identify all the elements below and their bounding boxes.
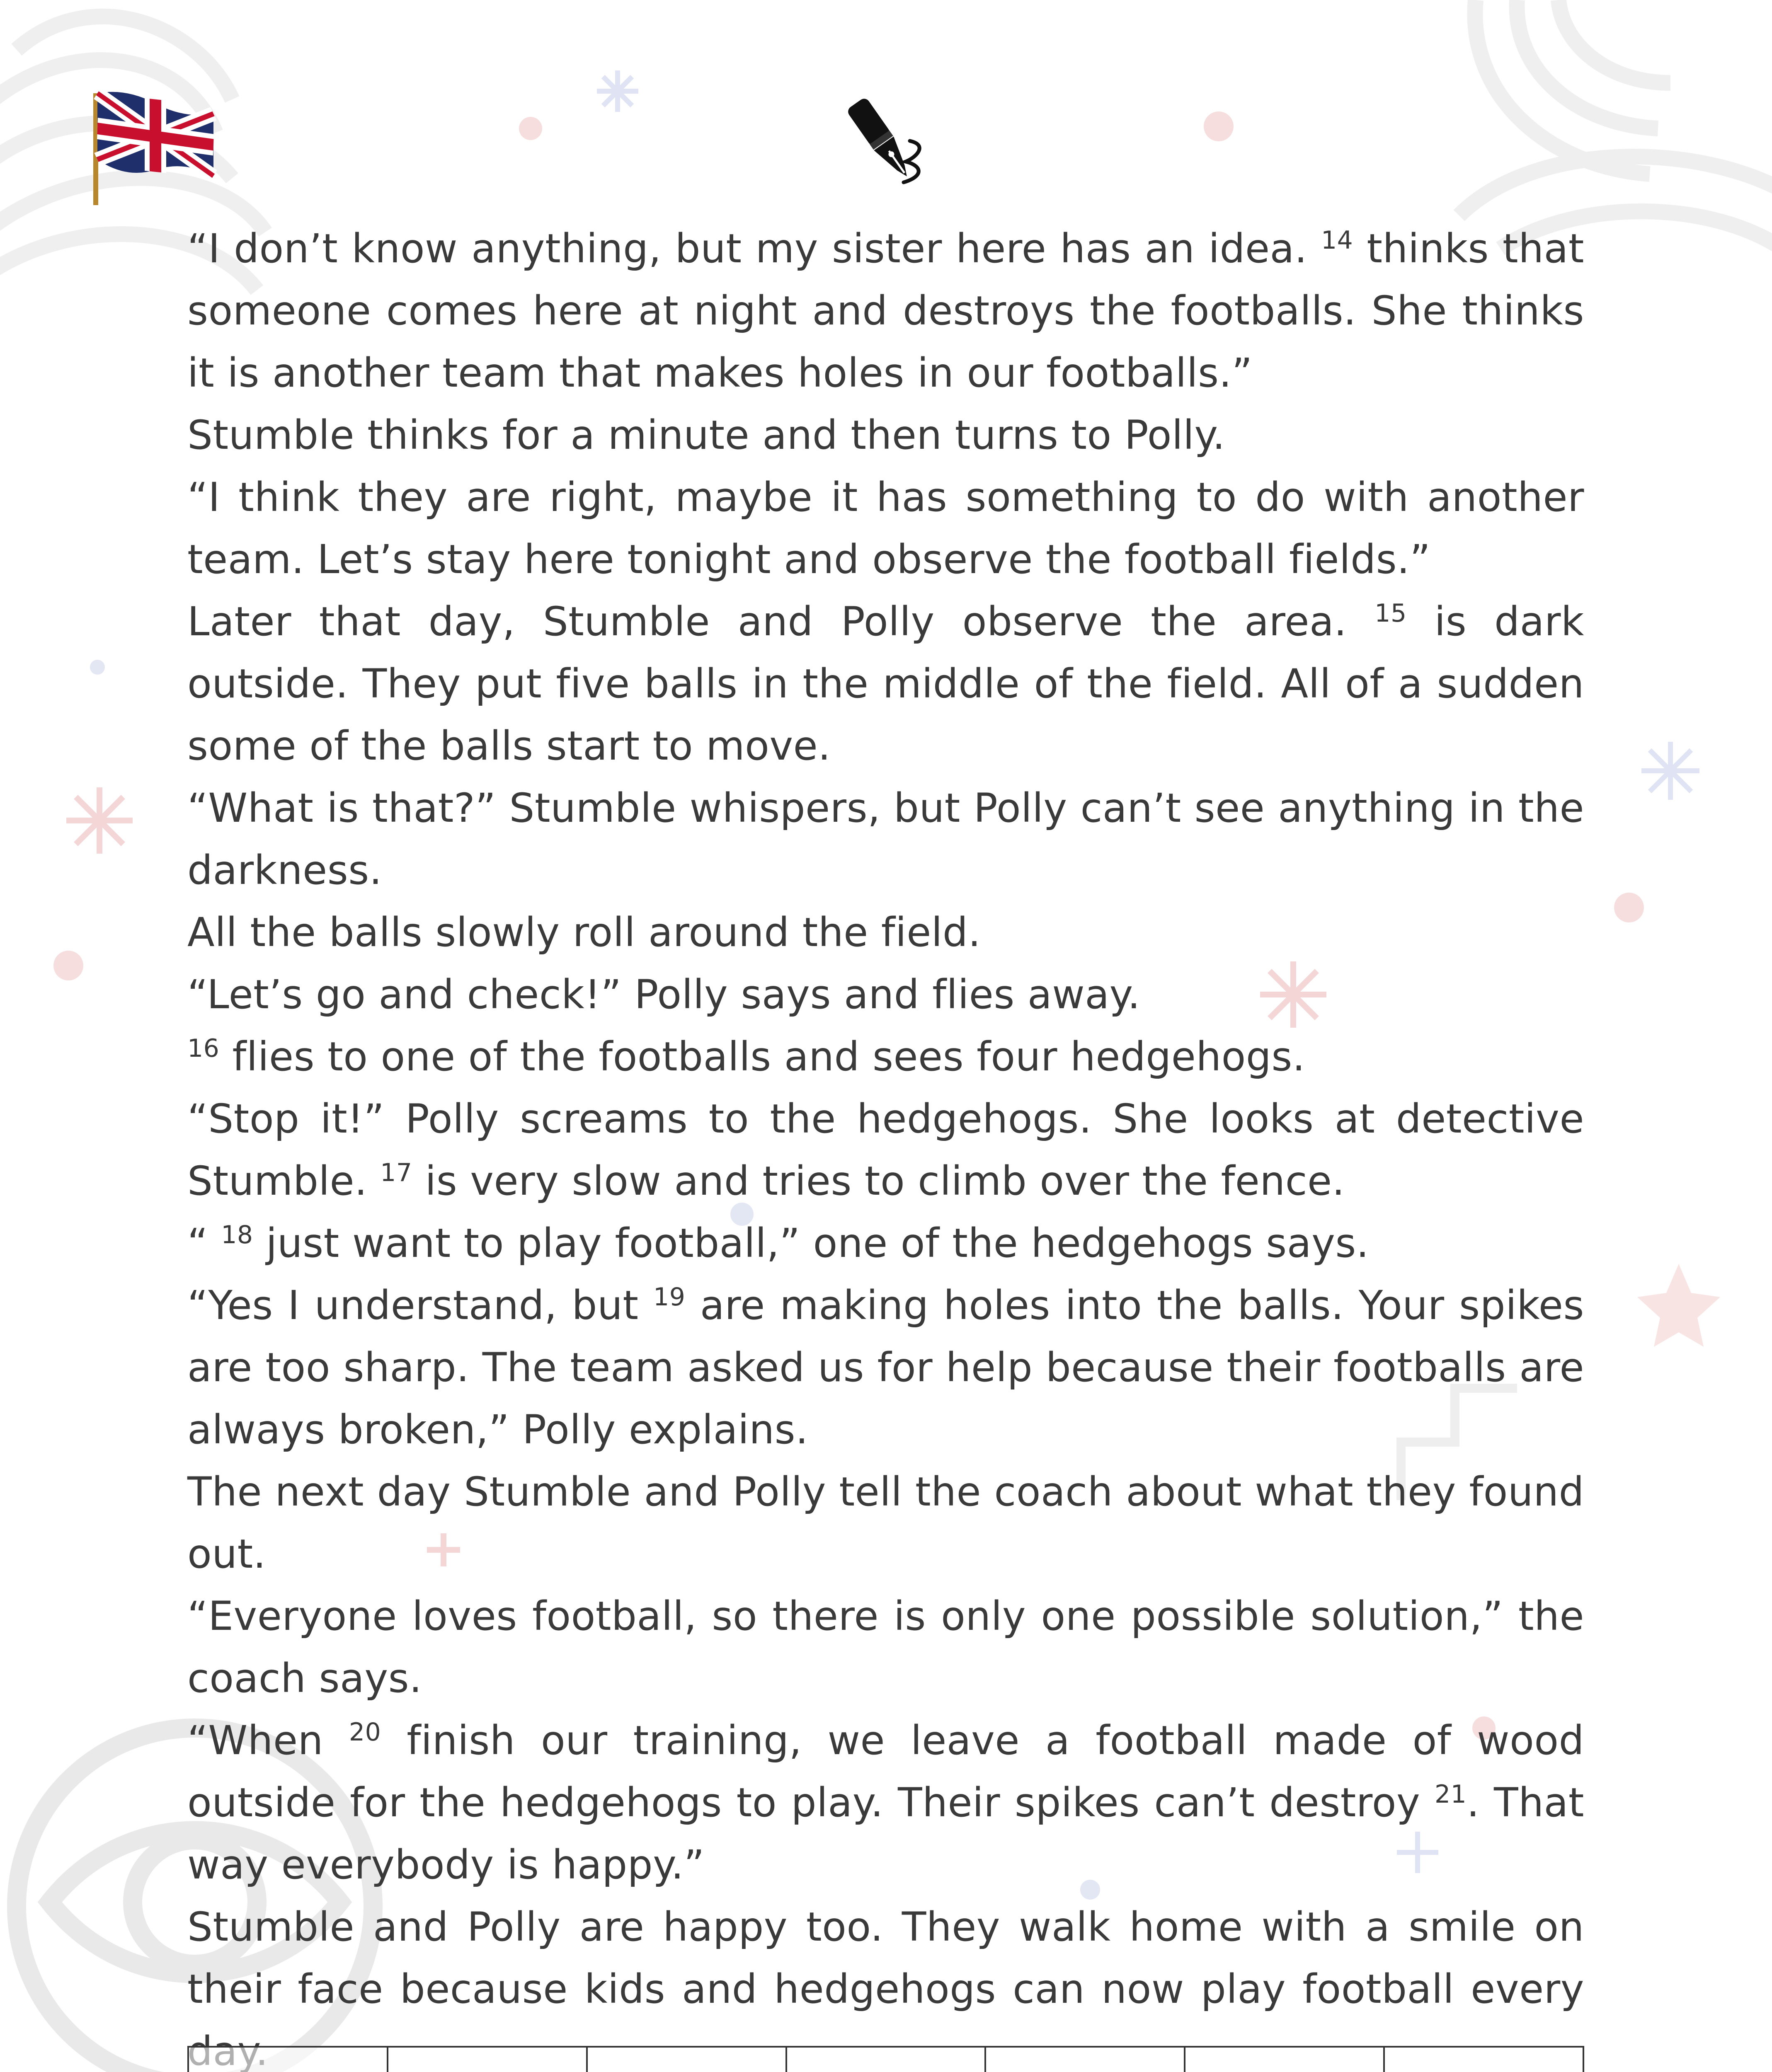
story-paragraph: The next day Stumble and Polly tell the coach about what they found out.	[187, 1469, 1584, 1577]
story-paragraph: All the balls slowly roll around the field.	[187, 909, 981, 956]
blank-number: 17	[380, 1158, 412, 1187]
story-paragraph: Later that day, Stumble and Polly observe the area. $^{15}$ is dark outside. They put five balls in the middle of the field. All of a sudden some of the balls start to move.	[187, 598, 1585, 769]
story-paragraph: “What is that?” Stumble whispers, but Polly can’t see anything in the darkness.	[187, 785, 1584, 893]
story-paragraph: “Everyone loves football, so there is only one possible solution,” the coach says.	[187, 1593, 1584, 1702]
blank-number: 20	[349, 1718, 381, 1747]
story-paragraph: “I don’t know anything, but my sister here has an idea. $^{14}$ thinks that someone comes here at night and destroys the footballs. She thinks it is another team that makes holes in our footballs.”	[187, 225, 1585, 396]
story-paragraph: $^{16}$ flies to one of the footballs and sees four hedgehogs.	[187, 1034, 1305, 1080]
answer-key-table	[187, 2046, 1584, 2072]
story-paragraph: Stumble and Polly are happy too. They walk home with a smile on their face because kids and hedgehogs can now play football every	[187, 1904, 1584, 2012]
blank-number: 21	[1434, 1780, 1467, 1809]
uk-flag-icon	[81, 85, 218, 205]
table-cell	[786, 2047, 986, 2072]
story-paragraph: “ $^{18}$ just want to play football,” one of the hedgehogs says.	[187, 1220, 1369, 1266]
blank-number: 14	[1321, 226, 1353, 255]
blank-number: 19	[653, 1283, 686, 1312]
table-cell	[587, 2047, 786, 2072]
story-paragraph: “Let’s go and check!” Polly says and flies away.	[187, 971, 1141, 1018]
story-text	[187, 218, 1584, 2072]
fountain-pen-icon	[833, 95, 941, 191]
blank-number: 18	[221, 1220, 253, 1249]
table-cell	[1384, 2047, 1583, 2072]
table-cell	[985, 2047, 1185, 2072]
blank-number: 15	[1374, 599, 1407, 628]
story-paragraph: “When $^{20}$ finish our training, we leave a football made of wood outside for the hedgehogs to play. Their spikes can’t destroy $^{21}$. That way everybody is happy.”	[187, 1717, 1585, 1888]
story-paragraph: “Yes I understand, but $^{19}$ are making holes into the balls. Your spikes are too sharp. The team asked us for help because their footballs are always broken,” Polly explains.	[187, 1282, 1585, 1453]
table-cell	[388, 2047, 587, 2072]
story-paragraph: “Stop it!” Polly screams to the hedgehogs. She looks at detective Stumble. $^{17}$ is very slow and tries to climb over the fence.	[187, 1096, 1584, 1204]
blank-number: 16	[187, 1034, 220, 1063]
table-cell	[188, 2047, 388, 2072]
table-cell	[1185, 2047, 1384, 2072]
story-paragraph: Stumble thinks for a minute and then turns to Polly.	[187, 412, 1225, 458]
fingerprint-decoration-top-right	[1459, 0, 1772, 249]
story-paragraph: “I think they are right, maybe it has something to do with another team. Let’s stay here tonight and observe the football fields.”	[187, 474, 1584, 583]
table-row	[188, 2047, 1583, 2072]
